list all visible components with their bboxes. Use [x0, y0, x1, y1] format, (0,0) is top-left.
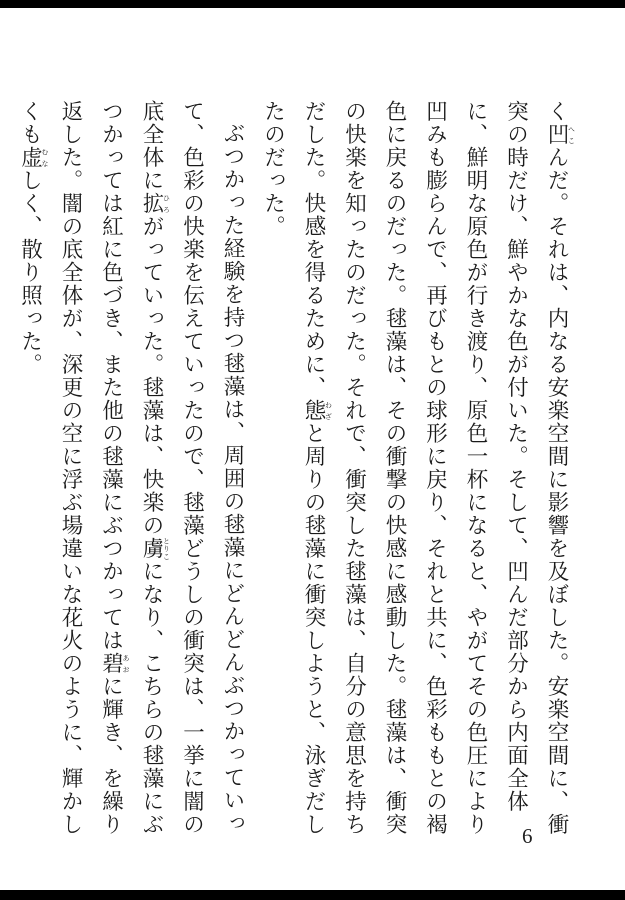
text-run: ぶつかった経験を持つ毬藻は、周囲の毬藻にどんどんぶつかっていって、色彩の快楽を伝えていったので、毬藻どうしの衝突は、一挙に闇の底全体に: [139, 100, 245, 836]
ruby-word: [139, 192, 171, 215]
ruby-word: [544, 123, 576, 146]
text-run: く: [544, 100, 569, 123]
text-run: がっていった。毬藻は、快楽の: [139, 215, 164, 537]
vertical-text-body: [17, 100, 576, 840]
ruby-reading: わざ: [324, 399, 333, 422]
top-frame-bar: [0, 0, 625, 8]
paragraph: [252, 100, 576, 840]
paragraph: [9, 100, 252, 840]
ruby-base: 虜: [139, 537, 164, 560]
ruby-base: 凹: [544, 123, 569, 146]
text-run: と周りの毬藻に衝突しようと、泳ぎだしたのだった。: [260, 100, 326, 836]
ruby-word: [98, 652, 130, 675]
text-run: しく、散り照った。: [17, 169, 43, 376]
ruby-reading: むな: [41, 146, 49, 169]
text-run: んだ。それは、内なる安楽空間に影響を及ぼした。安楽空間に、衝突の時だけ、鮮やかな色が付いた。そして、凹んだ部分から内面全体に、鮮明な原色が行き渡り、原色一杯になると、やがてその色圧により凹みも膨らんで、再びもとの球形に戻り、それと共に、色彩ももとの褐色に戻るのだった。毬藻は、その衝撃の快感に感動した。毬藻は、衝突の快楽を知ったのだった。それで、衝突した毬藻は、自分の意思を持ちだした。快感を得るために、: [301, 100, 569, 836]
page-number: 6: [522, 824, 533, 848]
ruby-reading: へこ: [567, 123, 576, 146]
ruby-word: [17, 146, 49, 169]
ruby-base: 虚: [17, 146, 43, 169]
text-run: に輝き、を繰り返した。闇の底全体が、深更の空に浮ぶ場違いな花火のように、輝かしくも: [17, 100, 124, 836]
ruby-reading: あお: [122, 652, 130, 675]
text-run: になり、こちらの毬藻にぶつかっては紅に色づき、また他の毬藻にぶつかっては: [98, 100, 164, 836]
ruby-word: [301, 399, 333, 422]
ruby-reading: ひろ: [162, 192, 171, 215]
ruby-base: 拡: [139, 192, 164, 215]
ruby-reading: とりこ: [162, 537, 171, 560]
ruby-word: [139, 537, 171, 560]
ruby-base: 碧: [98, 652, 124, 675]
bottom-frame-bar: [0, 890, 625, 900]
ruby-base: 態: [301, 399, 326, 422]
